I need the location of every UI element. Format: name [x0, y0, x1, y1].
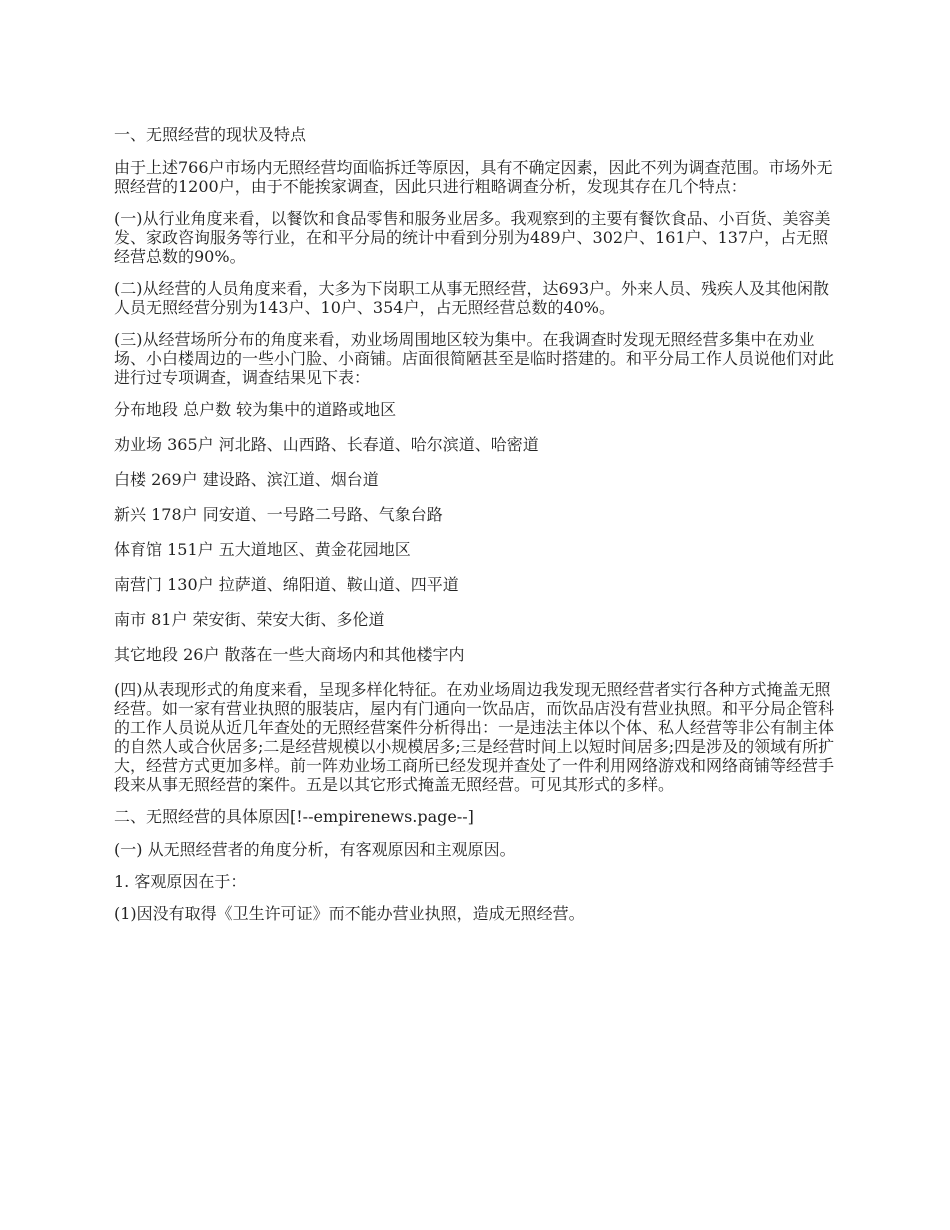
table-row: 体育馆 151户 五大道地区、黄金花园地区	[114, 540, 411, 559]
section-heading: 二、无照经营的具体原因[!--empirenews.page--]	[114, 807, 474, 826]
table-row: 南市 81户 荣安街、荣安大街、多伦道	[114, 610, 385, 629]
body-paragraph: (二)从经营的人员角度来看，大多为下岗职工从事无照经营，达693户。外来人员、残疾人及其他闲散人员无照经营分别为143户、10户、354户，占无照经营总数的40%。	[114, 279, 830, 317]
section-heading: 一、无照经营的现状及特点	[114, 125, 307, 144]
table-header-row: 分布地段 总户数 较为集中的道路或地区	[114, 400, 397, 419]
body-paragraph: 1. 客观原因在于：	[114, 872, 247, 891]
table-row: 白楼 269户 建设路、滨江道、烟台道	[114, 470, 379, 489]
table-row: 劝业场 365户 河北路、山西路、长春道、哈尔滨道、哈密道	[114, 435, 539, 454]
body-paragraph: (1)因没有取得《卫生许可证》而不能办营业执照，造成无照经营。	[114, 904, 585, 923]
table-row: 新兴 178户 同安道、一号路二号路、气象台路	[114, 505, 443, 524]
body-paragraph: (一) 从无照经营者的角度分析，有客观原因和主观原因。	[114, 840, 516, 859]
body-paragraph: 由于上述766户市场内无照经营均面临拆迁等原因，具有不确定因素，因此不列为调查范围。市场外无照经营的1200户，由于不能挨家调查，因此只进行粗略调查分析，发现其存在几个特点：	[114, 158, 833, 196]
body-paragraph: (四)从表现形式的角度来看，呈现多样化特征。在劝业场周边我发现无照经营者实行各种方式掩盖无照经营。如一家有营业执照的服装店，屋内有门通向一饮品店，而饮品店没有营业执照。和平分局企管科的工作人员说从近几年查处的无照经营案件分析得出：一是违法主体以个体、私人经营等非公有制主体的自然人或合伙居多;二是经营规模以小规模居多;三是经营时间上以短时间居多;四是涉及的领域有所扩大，经营方式更加多样。前一阵劝业场工商所已经发现并查处了一件利用网络游戏和网络商铺等经营手段来从事无照经营的案件。五是以其它形式掩盖无照经营。可见其形式的多样。	[114, 680, 835, 794]
body-paragraph: (一)从行业角度来看，以餐饮和食品零售和服务业居多。我观察到的主要有餐饮食品、小百货、美容美发、家政咨询服务等行业，在和平分局的统计中看到分别为489户、302户、161户、137户，占无照经营总数的90%。	[114, 209, 831, 266]
table-row: 南营门 130户 拉萨道、绵阳道、鞍山道、四平道	[114, 575, 459, 594]
body-paragraph: (三)从经营场所分布的角度来看，劝业场周围地区较为集中。在我调查时发现无照经营多集中在劝业场、小白楼周边的一些小门脸、小商铺。店面很简陋甚至是临时搭建的。和平分局工作人员说他们对此进行过专项调查，调查结果见下表：	[114, 330, 835, 387]
table-row: 其它地段 26户 散落在一些大商场内和其他楼宇内	[114, 645, 465, 664]
